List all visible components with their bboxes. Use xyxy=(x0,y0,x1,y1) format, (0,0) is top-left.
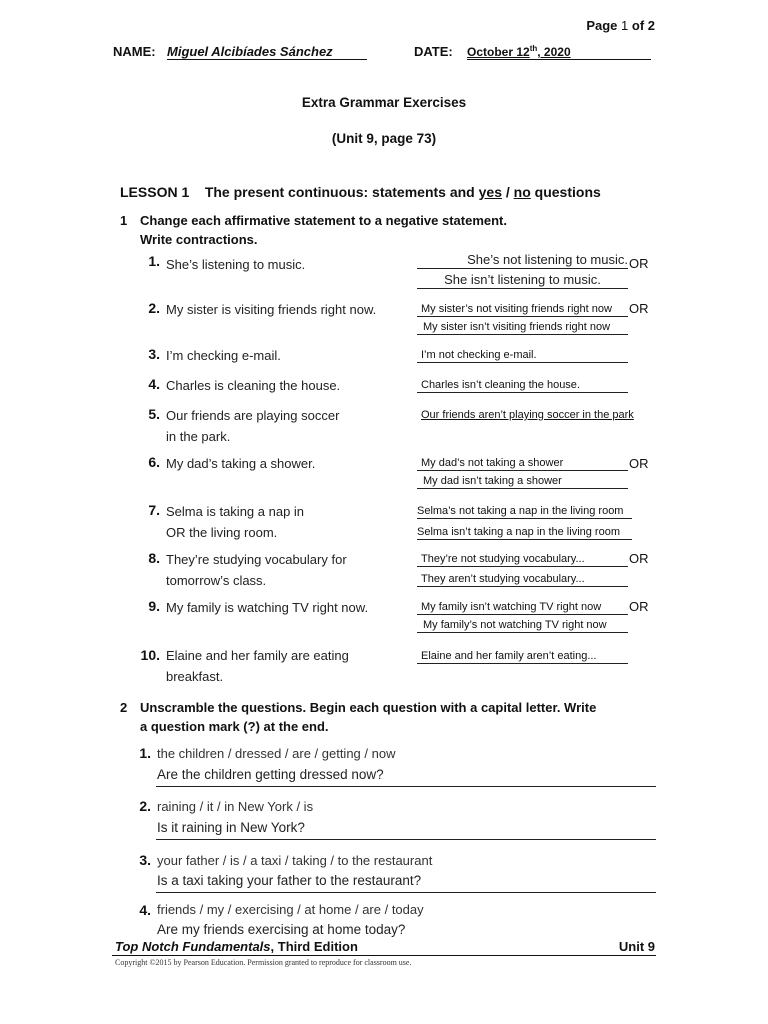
date-value: October 12 xyxy=(467,45,530,59)
lesson-topic-post: questions xyxy=(534,184,601,200)
answer-field[interactable] xyxy=(417,349,628,363)
answer-text: My sister’s not visiting friends right now xyxy=(421,303,612,315)
date-year: , 2020 xyxy=(537,45,571,59)
answer-field[interactable] xyxy=(417,379,628,393)
answer-field[interactable] xyxy=(417,526,632,540)
item-number: 8. xyxy=(148,550,160,566)
scramble-answer[interactable]: Are the children getting dressed now? xyxy=(157,767,384,782)
lesson-topic-pre: The present continuous: statements and xyxy=(204,184,475,200)
answer-field[interactable] xyxy=(417,573,628,587)
or-label: OR xyxy=(629,301,649,316)
book-edition: , Third Edition xyxy=(270,939,358,954)
item-number: 7. xyxy=(148,502,160,518)
date-label: DATE: xyxy=(414,44,453,59)
page-of: of 2 xyxy=(631,18,655,33)
statement: Our friends are playing soccer xyxy=(166,408,340,423)
answer-field[interactable] xyxy=(417,321,628,335)
or-label: OR xyxy=(629,551,649,566)
exercise-2-line1: Unscramble the questions. Begin each question with a capital letter. Write xyxy=(140,700,597,715)
exercise-2-instructions xyxy=(120,698,596,736)
statement: Selma is taking a nap in xyxy=(166,504,305,519)
answer-field[interactable] xyxy=(417,252,628,269)
answer-text: She isn’t listening to music. xyxy=(444,272,601,287)
exercise-2-line2: a question mark (?) at the end. xyxy=(140,719,329,734)
item-number: 6. xyxy=(148,454,160,470)
name-value: Miguel Alcibíades Sánchez xyxy=(167,44,333,59)
answer-text: Selma isn’t taking a nap in the living room xyxy=(417,526,620,538)
exercise-1-number: 1 xyxy=(120,213,128,228)
lesson-heading xyxy=(120,184,601,200)
answer-text: My family’s not watching TV right now xyxy=(423,619,607,631)
scramble-answer[interactable]: Is it raining in New York? xyxy=(157,820,305,835)
scramble-prompt: your father / is / a taxi / taking / to the restaurant xyxy=(157,853,433,868)
answer-field[interactable] xyxy=(417,272,628,289)
footer-divider xyxy=(112,955,656,956)
item-number: 2. xyxy=(139,798,151,814)
answer-field[interactable] xyxy=(417,601,628,615)
page-subtitle: (Unit 9, page 73) xyxy=(331,131,437,146)
statement: Charles is cleaning the house. xyxy=(166,378,341,393)
statement: My dad’s taking a shower. xyxy=(166,456,316,471)
lesson-no: no xyxy=(513,184,531,200)
answer-text: She’s not listening to music. xyxy=(467,252,628,267)
item-number: 4. xyxy=(148,376,160,392)
answer-text: Charles isn’t cleaning the house. xyxy=(421,379,580,391)
lesson-label: LESSON 1 xyxy=(120,184,190,200)
page-label: Page xyxy=(586,18,618,33)
statement: My family is watching TV right now. xyxy=(166,600,369,615)
statement: Elaine and her family are eating xyxy=(166,648,349,663)
answer-line xyxy=(156,839,656,840)
lesson-yes: yes xyxy=(478,184,502,200)
lesson-slash: / xyxy=(505,184,510,200)
item-number: 1. xyxy=(148,253,160,269)
answer-field[interactable] xyxy=(417,409,634,422)
date-suffix: th xyxy=(529,44,538,53)
item-number: 5. xyxy=(148,406,160,422)
answer-text: My dad’s not taking a shower xyxy=(421,457,564,469)
or-label: OR xyxy=(629,256,649,271)
statement-continued: in the park. xyxy=(166,429,231,444)
or-label: OR xyxy=(629,456,649,471)
answer-text: They aren’t studying vocabulary... xyxy=(421,573,585,585)
footer-book-title xyxy=(115,939,358,954)
copyright-notice: Copyright ©2015 by Pearson Education. Permission granted to reproduce for classroom use. xyxy=(115,958,412,967)
item-number: 3. xyxy=(139,852,151,868)
name-field[interactable] xyxy=(167,44,367,60)
statement: They’re studying vocabulary for xyxy=(166,552,347,567)
answer-field[interactable] xyxy=(417,475,628,489)
exercise-2-number: 2 xyxy=(120,700,128,715)
statement-continued: tomorrow’s class. xyxy=(166,573,267,588)
answer-text: I’m not checking e-mail. xyxy=(421,349,537,361)
answer-field[interactable] xyxy=(417,553,628,567)
exercise-1-line2: Write contractions. xyxy=(140,232,258,247)
page-indicator xyxy=(586,18,655,33)
item-number: 1. xyxy=(139,745,151,761)
scramble-prompt: the children / dressed / are / getting / now xyxy=(157,746,396,761)
answer-line xyxy=(156,786,656,787)
answer-field[interactable] xyxy=(417,650,628,664)
footer-unit: Unit 9 xyxy=(618,939,655,954)
item-number: 10. xyxy=(140,647,160,663)
answer-field[interactable] xyxy=(417,457,628,471)
statement: My sister is visiting friends right now. xyxy=(166,302,377,317)
date-field[interactable] xyxy=(467,44,651,60)
book-title: Top Notch Fundamentals xyxy=(115,939,271,954)
answer-line xyxy=(156,892,656,893)
answer-text: Selma’s not taking a nap in the living room xyxy=(417,505,624,517)
answer-text: Our friends aren’t playing soccer in the park xyxy=(421,409,634,421)
scramble-answer[interactable]: Is a taxi taking your father to the restaurant? xyxy=(157,873,422,888)
answer-text: My sister isn’t visiting friends right now xyxy=(423,321,611,333)
exercise-1-line1: Change each affirmative statement to a negative statement. xyxy=(140,213,508,228)
name-label: NAME: xyxy=(113,44,156,59)
statement-continued: breakfast. xyxy=(166,669,224,684)
or-label: OR xyxy=(629,599,649,614)
answer-text: They’re not studying vocabulary... xyxy=(421,553,585,565)
item-number: 2. xyxy=(148,300,160,316)
statement-continued: OR the living room. xyxy=(166,525,278,540)
answer-text: My family isn’t watching TV right now xyxy=(421,601,602,613)
item-number: 4. xyxy=(139,902,151,918)
answer-field[interactable] xyxy=(417,505,632,519)
item-number: 3. xyxy=(148,346,160,362)
page-current: 1 xyxy=(621,18,629,33)
scramble-prompt: raining / it / in New York / is xyxy=(157,799,314,814)
exercise-1-instructions xyxy=(120,211,507,249)
item-number: 9. xyxy=(148,598,160,614)
answer-text: My dad isn’t taking a shower xyxy=(423,475,562,487)
scramble-prompt: friends / my / exercising / at home / are / today xyxy=(157,902,424,917)
statement: I’m checking e-mail. xyxy=(166,348,281,363)
scramble-answer[interactable]: Are my friends exercising at home today? xyxy=(157,922,406,937)
answer-text: Elaine and her family aren’t eating... xyxy=(421,650,597,662)
answer-field[interactable] xyxy=(417,619,628,633)
page-title: Extra Grammar Exercises xyxy=(301,95,467,110)
answer-field[interactable] xyxy=(417,303,628,317)
statement: She’s listening to music. xyxy=(166,257,306,272)
